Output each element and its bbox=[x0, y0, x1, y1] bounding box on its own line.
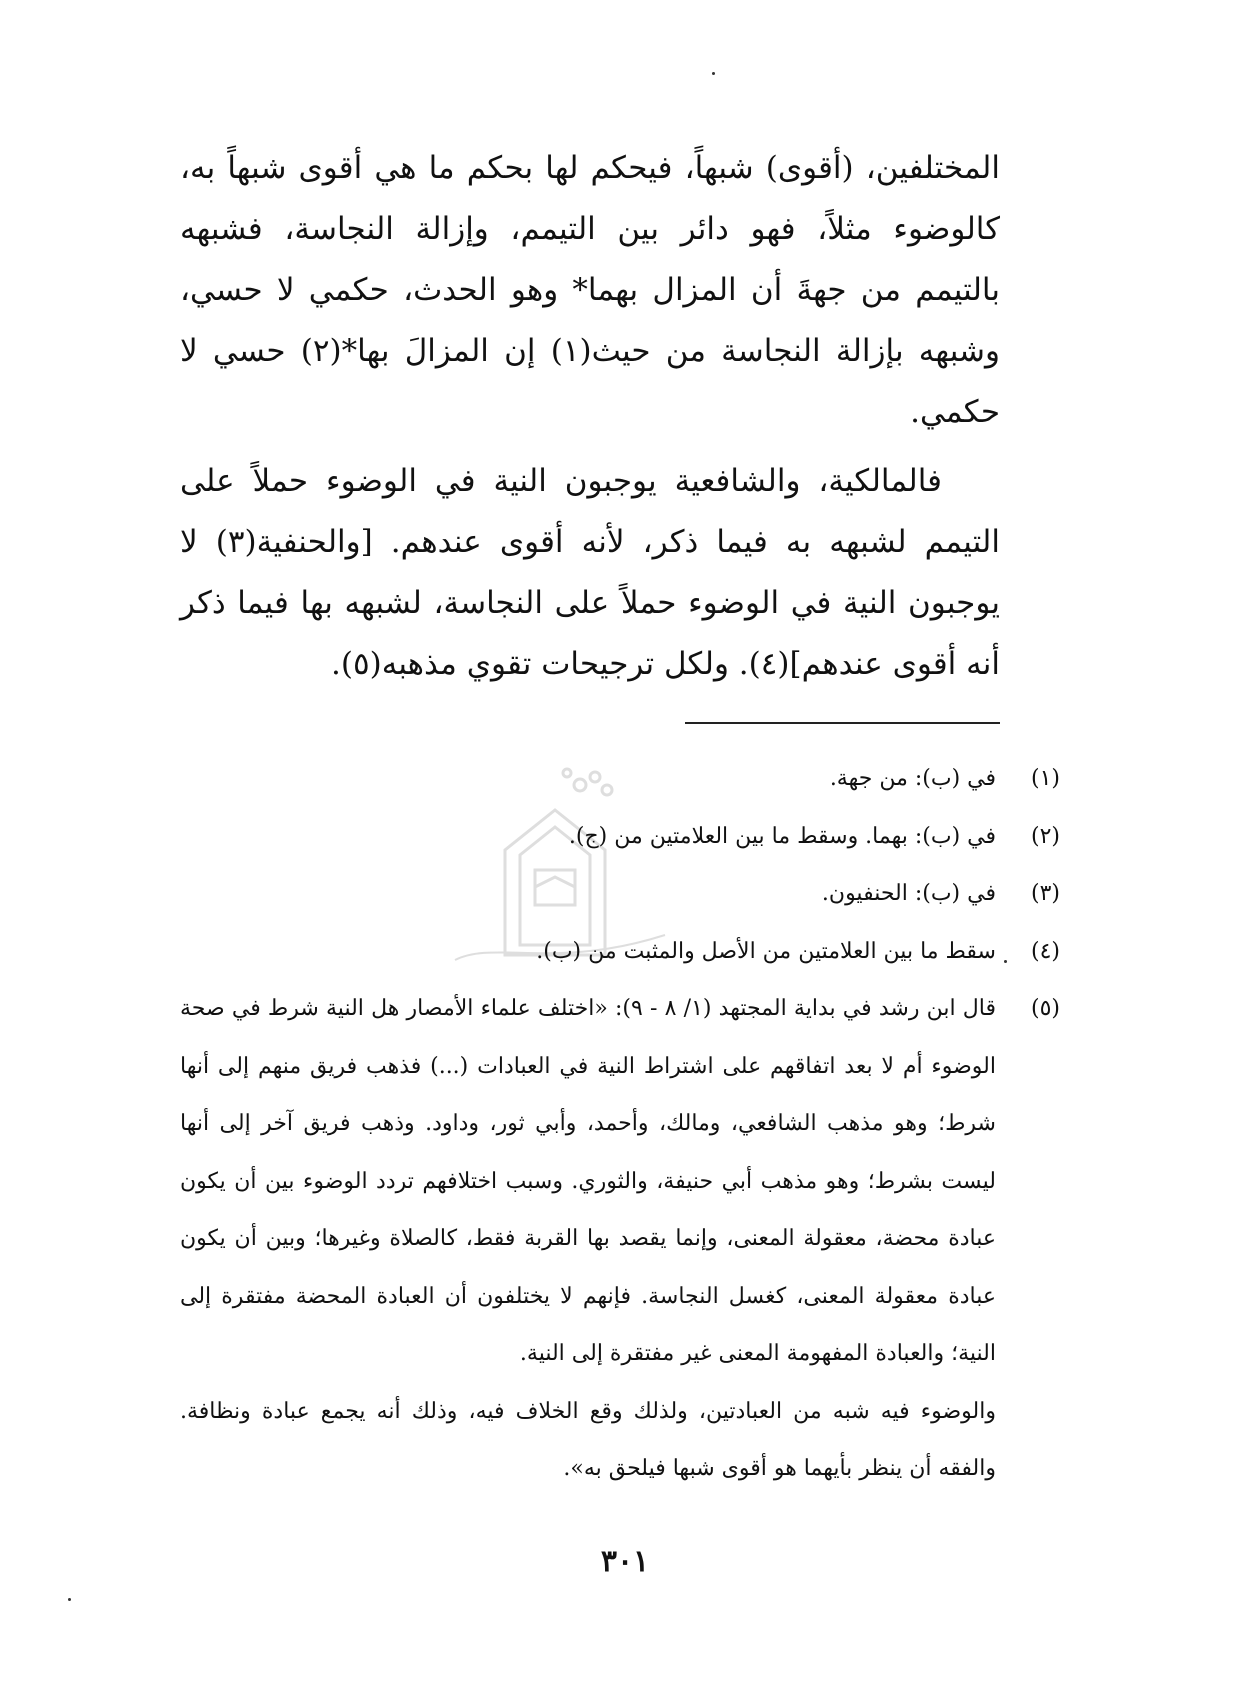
scan-speck bbox=[1004, 960, 1007, 963]
footnote-text: قال ابن رشد في بداية المجتهد (١/ ٨ - ٩): «اختلف علماء الأمصار هل النية شرط في صحة الوضوء أم لا بعد اتفاقهم على اشتراط النية في العبادات (...) فذهب فريق منهم إلى أنها شرط؛ وهو مذهب الشافعي، ومالك، وأحمد، وأبي ثور، وداود. وذهب فريق آخر إلى أنها ليست بشرط؛ وهو مذهب أبي حنيفة، والثوري. وسبب اختلافهم تردد الوضوء بين أن يكون عبادة محضة، معقولة المعنى، وإنما يقصد بها القربة فقط، كالصلاة وغيرها؛ وبين أن يكون عبادة معقولة المعنى، كغسل النجاسة. فإنهم لا يختلفون أن العبادة المحضة مفتقرة إلى النية؛ والعبادة المفهومة المعنى غير مفتقرة إلى النية. bbox=[180, 996, 997, 1366]
footnote-text: سقط ما بين العلامتين من الأصل والمثبت من (ب). bbox=[536, 938, 996, 964]
body-paragraph-2: فالمالكية، والشافعية يوجبون النية في الوضوء حملاً على التيمم لشبهه به فيما ذكر، لأنه أقوى عندهم. [والحنفية(٣) لا يوجبون النية في الوضوء حملاً على النجاسة، لشبهه بها فيما ذكر أنه أقوى عندهم](٤). ولكل ترجيحات تقوي مذهبه(٥). bbox=[180, 463, 1000, 682]
body-paragraph-1: المختلفين، (أقوى) شبهاً، فيحكم لها بحكم ما هي أقوى شبهاً به، كالوضوء مثلاً، فهو دائر بين التيمم، وإزالة النجاسة، فشبهه بالتيمم من جهةَ أن المزال بهما* وهو الحدث، حكمي لا حسي، وشبهه بإزالة النجاسة من حيث(١) إن المزالَ بها*(٢) حسي لا حكمي. bbox=[180, 150, 1000, 430]
footnote-1 bbox=[180, 750, 1060, 808]
footnote-separator bbox=[685, 722, 1000, 724]
page-number: ٣٠١ bbox=[600, 1544, 650, 1579]
scan-speck bbox=[712, 72, 715, 75]
footnote-text: في (ب): بهما. وسقط ما بين العلامتين من (ج). bbox=[568, 823, 996, 849]
footnote-3 bbox=[180, 865, 1060, 923]
footnotes bbox=[180, 750, 1060, 1498]
footnote-4 bbox=[180, 923, 1060, 981]
footnote-text: في (ب): الحنفيون. bbox=[821, 881, 996, 906]
footnote-number: (٢) bbox=[1030, 823, 1060, 849]
footnote-number: (١) bbox=[1030, 766, 1060, 791]
scan-speck bbox=[68, 1598, 71, 1601]
footnote-number: (٤) bbox=[1030, 938, 1060, 964]
footnote-text: في (ب): من جهة. bbox=[829, 766, 996, 791]
footnote-5 bbox=[180, 980, 1060, 1383]
footnote-2 bbox=[180, 808, 1060, 866]
footnote-number: (٣) bbox=[1030, 881, 1060, 906]
main-text bbox=[180, 138, 1000, 695]
footnote-number: (٥) bbox=[1030, 996, 1060, 1021]
footnote-5-continuation: والوضوء فيه شبه من العبادتين، ولذلك وقع الخلاف فيه، وذلك أنه يجمع عبادة ونظافة. والفقه أن ينظر بأيهما هو أقوى شبها فيلحق به». bbox=[180, 1398, 996, 1481]
